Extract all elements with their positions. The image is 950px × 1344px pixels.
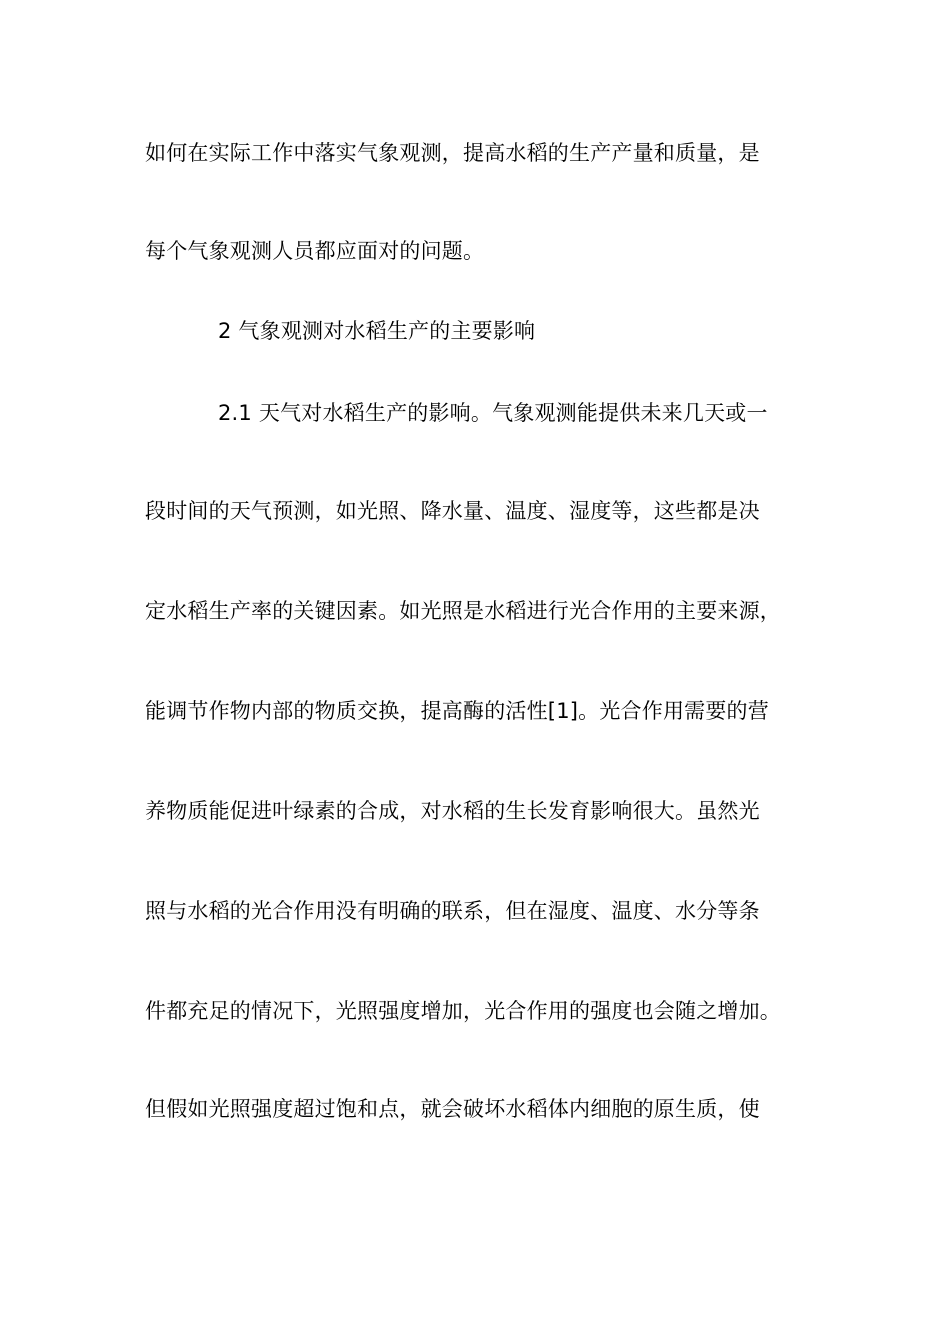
body-text-line: 养物质能促进叶绿素的合成，对水稻的生长发育影响很大。虽然光 (145, 799, 760, 823)
body-text-line: 段时间的天气预测，如光照、降水量、温度、湿度等，这些都是决 (145, 499, 760, 523)
body-text-line: 每个气象观测人员都应面对的问题。 (145, 239, 485, 263)
body-text-line: 但假如光照强度超过饱和点，就会破坏水稻体内细胞的原生质，使 (145, 1097, 760, 1121)
body-text-line: 能调节作物内部的物质交换，提高酶的活性[1]。光合作用需要的营 (145, 699, 769, 723)
body-text-line: 定水稻生产率的关键因素。如光照是水稻进行光合作用的主要来源， (145, 599, 781, 623)
body-text-line: 如何在实际工作中落实气象观测，提高水稻的生产产量和质量，是 (145, 141, 760, 165)
subsection-paragraph-start: 2.1 天气对水稻生产的影响。气象观测能提供未来几天或一 (218, 401, 768, 425)
body-text-line: 照与水稻的光合作用没有明确的联系，但在湿度、温度、水分等条 (145, 899, 760, 923)
section-heading: 2 气象观测对水稻生产的主要影响 (218, 319, 536, 343)
body-text-line: 件都充足的情况下，光照强度增加，光合作用的强度也会随之增加。 (145, 999, 781, 1023)
